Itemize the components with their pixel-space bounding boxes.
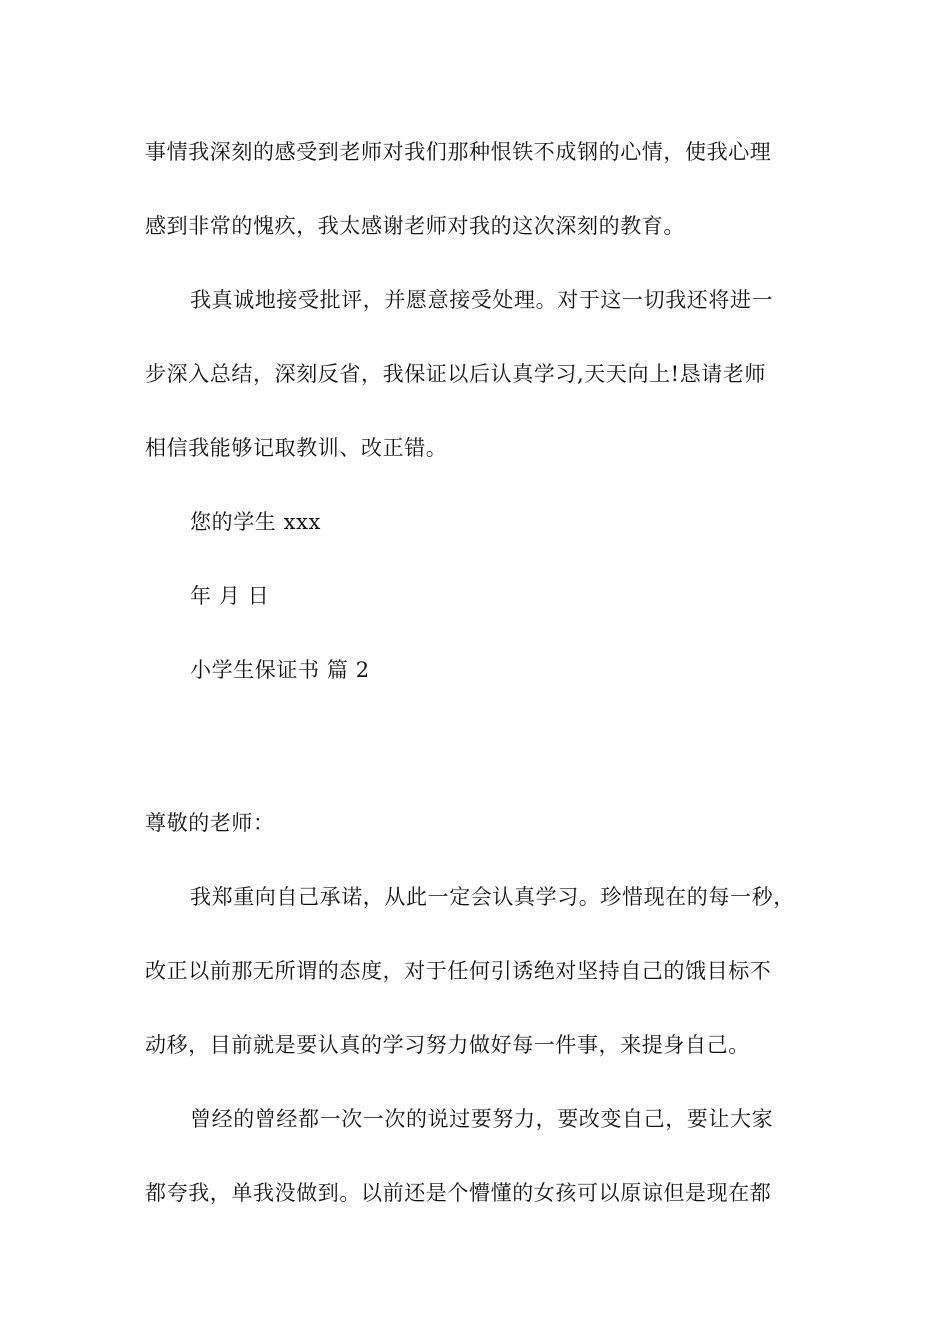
body-text-line: 都夸我，单我没做到。以前还是个懵懂的女孩可以原谅但是现在都: [145, 1181, 772, 1205]
body-text-line: 事情我深刻的感受到老师对我们那种恨铁不成钢的心情，使我心理: [145, 140, 772, 164]
body-text-line: 步深入总结，深刻反省，我保证以后认真学习,天天向上!恳请老师: [145, 362, 767, 386]
salutation: 尊敬的老师：: [145, 811, 275, 835]
signature-line: 您的学生 xxx: [190, 510, 322, 534]
body-text-line: 感到非常的愧疚，我太感谢老师对我的这次深刻的教育。: [145, 214, 685, 238]
body-text-line: 改正以前那无所谓的态度，对于任何引诱绝对坚持自己的饿目标不: [145, 959, 772, 983]
section-heading: 小学生保证书 篇 2: [190, 658, 370, 682]
body-text-line: 曾经的曾经都一次一次的说过要努力，要改变自己，要让大家: [190, 1107, 774, 1131]
body-text-line: 相信我能够记取教训、改正错。: [145, 436, 448, 460]
body-text-line: 动移，目前就是要认真的学习努力做好每一件事，来提身自己。: [145, 1033, 750, 1057]
body-text-line: 我郑重向自己承诺，从此一定会认真学习。珍惜现在的每一秒，: [190, 885, 795, 909]
body-text-line: 我真诚地接受批评，并愿意接受处理。对于这一切我还将进一: [190, 288, 774, 312]
date-line: 年 月 日: [190, 584, 270, 608]
